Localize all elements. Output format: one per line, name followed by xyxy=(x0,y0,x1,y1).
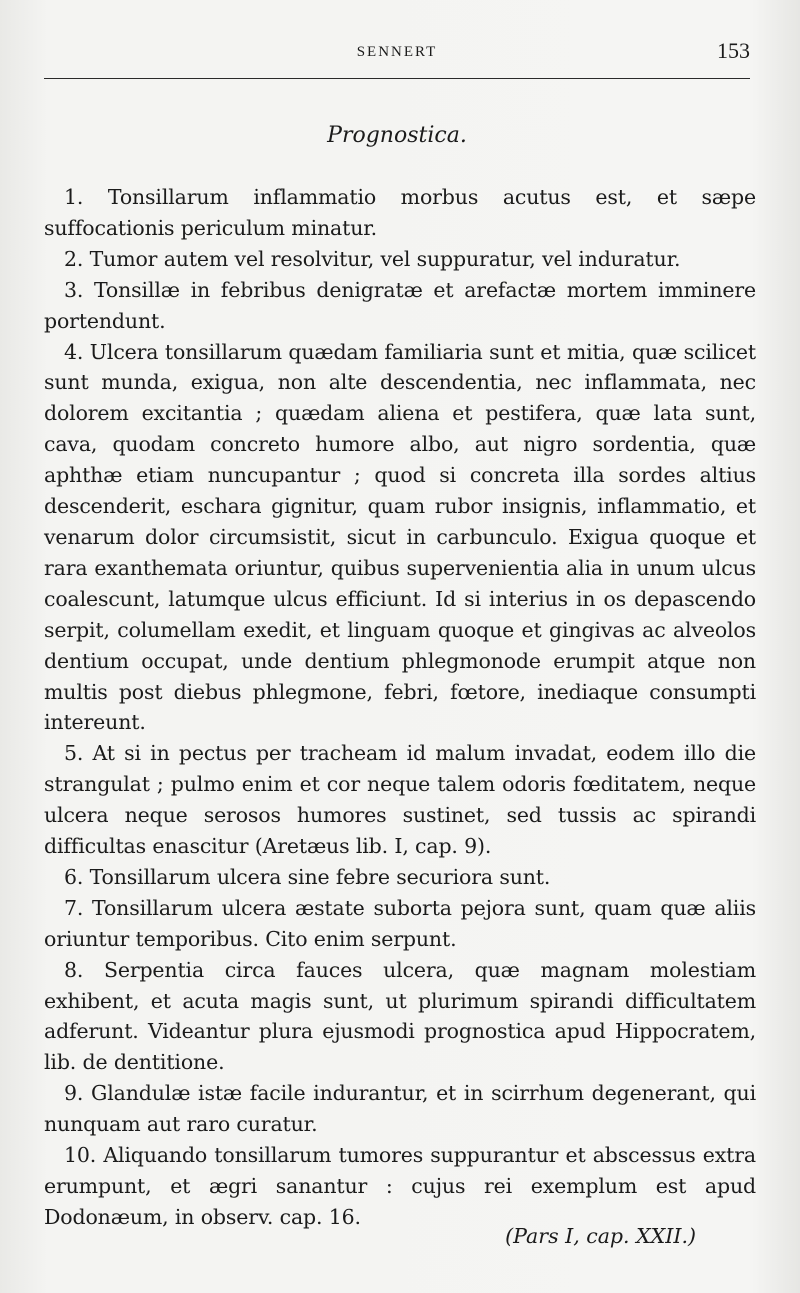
paragraph-5: 5. At si in pectus per tracheam id malum invadat, eodem illo die strangulat ; pulmo enim et cor neque talem odoris fœditatem, neque ulcera neque serosos humores sustinet, sed tussis ac spirandi difficultas enascitur (Aretæus lib. I, cap. 9). xyxy=(44,741,756,859)
body-text xyxy=(44,182,756,1233)
running-head xyxy=(44,38,750,64)
section-title: Prognostica. xyxy=(327,123,467,148)
paragraph-6: 6. Tonsillarum ulcera sine febre securiora sunt. xyxy=(64,864,551,889)
paragraph-8: 8. Serpentia circa fauces ulcera, quæ magnam molestiam exhibent, et acuta magis sunt, ut plurimum spirandi difficultatem adferunt. Videantur plura ejusmodi prognostica apud Hippocratem, lib. de dentitione. xyxy=(44,957,756,1075)
paragraph-7: 7. Tonsillarum ulcera æstate suborta pejora sunt, quam quæ aliis oriuntur temporibus. Cito enim serpunt. xyxy=(44,895,756,951)
paragraph-10: 10. Aliquando tonsillarum tumores suppurantur et abscessus extra erumpunt, et ægri sanantur : cujus rei exemplum est apud Dodonæum, in observ. cap. 16. xyxy=(44,1143,756,1229)
paragraph-9: 9. Glandulæ istæ facile indurantur, et in scirrhum degenerant, qui nunquam aut raro curatur. xyxy=(44,1081,756,1137)
page-number: 153 xyxy=(717,38,750,63)
footer-reference: (Pars I, cap. XXII.) xyxy=(505,1224,696,1248)
header-rule xyxy=(44,78,750,79)
paragraph-1: 1. Tonsillarum inflammatio morbus acutus est, et sæpe suffocationis periculum minatur. xyxy=(44,185,756,240)
paragraph-3: 3. Tonsillæ in febribus denigratæ et arefactæ mortem imminere portendunt. xyxy=(44,277,756,333)
paragraph-2: 2. Tumor autem vel resolvitur, vel suppuratur, vel induratur. xyxy=(64,246,681,271)
paragraph-4: 4. Ulcera tonsillarum quædam familiaria sunt et mitia, quæ scilicet sunt munda, exigua, non alte descendentia, nec inflammata, nec dolorem excitantia ; quædam aliena et pestifera, quæ lata sunt, cava, quodam concreto humore albo, aut nigro sordentia, quæ aphthæ etiam nuncupantur ; quod si concreta illa sordes altius descenderit, eschara gignitur, quam rubor insignis, inflammatio, et venarum dolor circumsistit, sicut in carbunculo. Exigua quoque et rara exanthemata oriuntur, quibus supervenientia alia in unum ulcus coalescunt, latumque ulcus efficiunt. Id si interius in os depascendo serpit, columellam exedit, et linguam quoque et gingivas ac alveolos dentium occupat, unde dentium phlegmonode erumpit atque non multis post diebus phlegmone, febri, fœtore, inediaque consumpti intereunt. xyxy=(44,339,756,735)
running-title: SENNERT xyxy=(356,44,438,60)
